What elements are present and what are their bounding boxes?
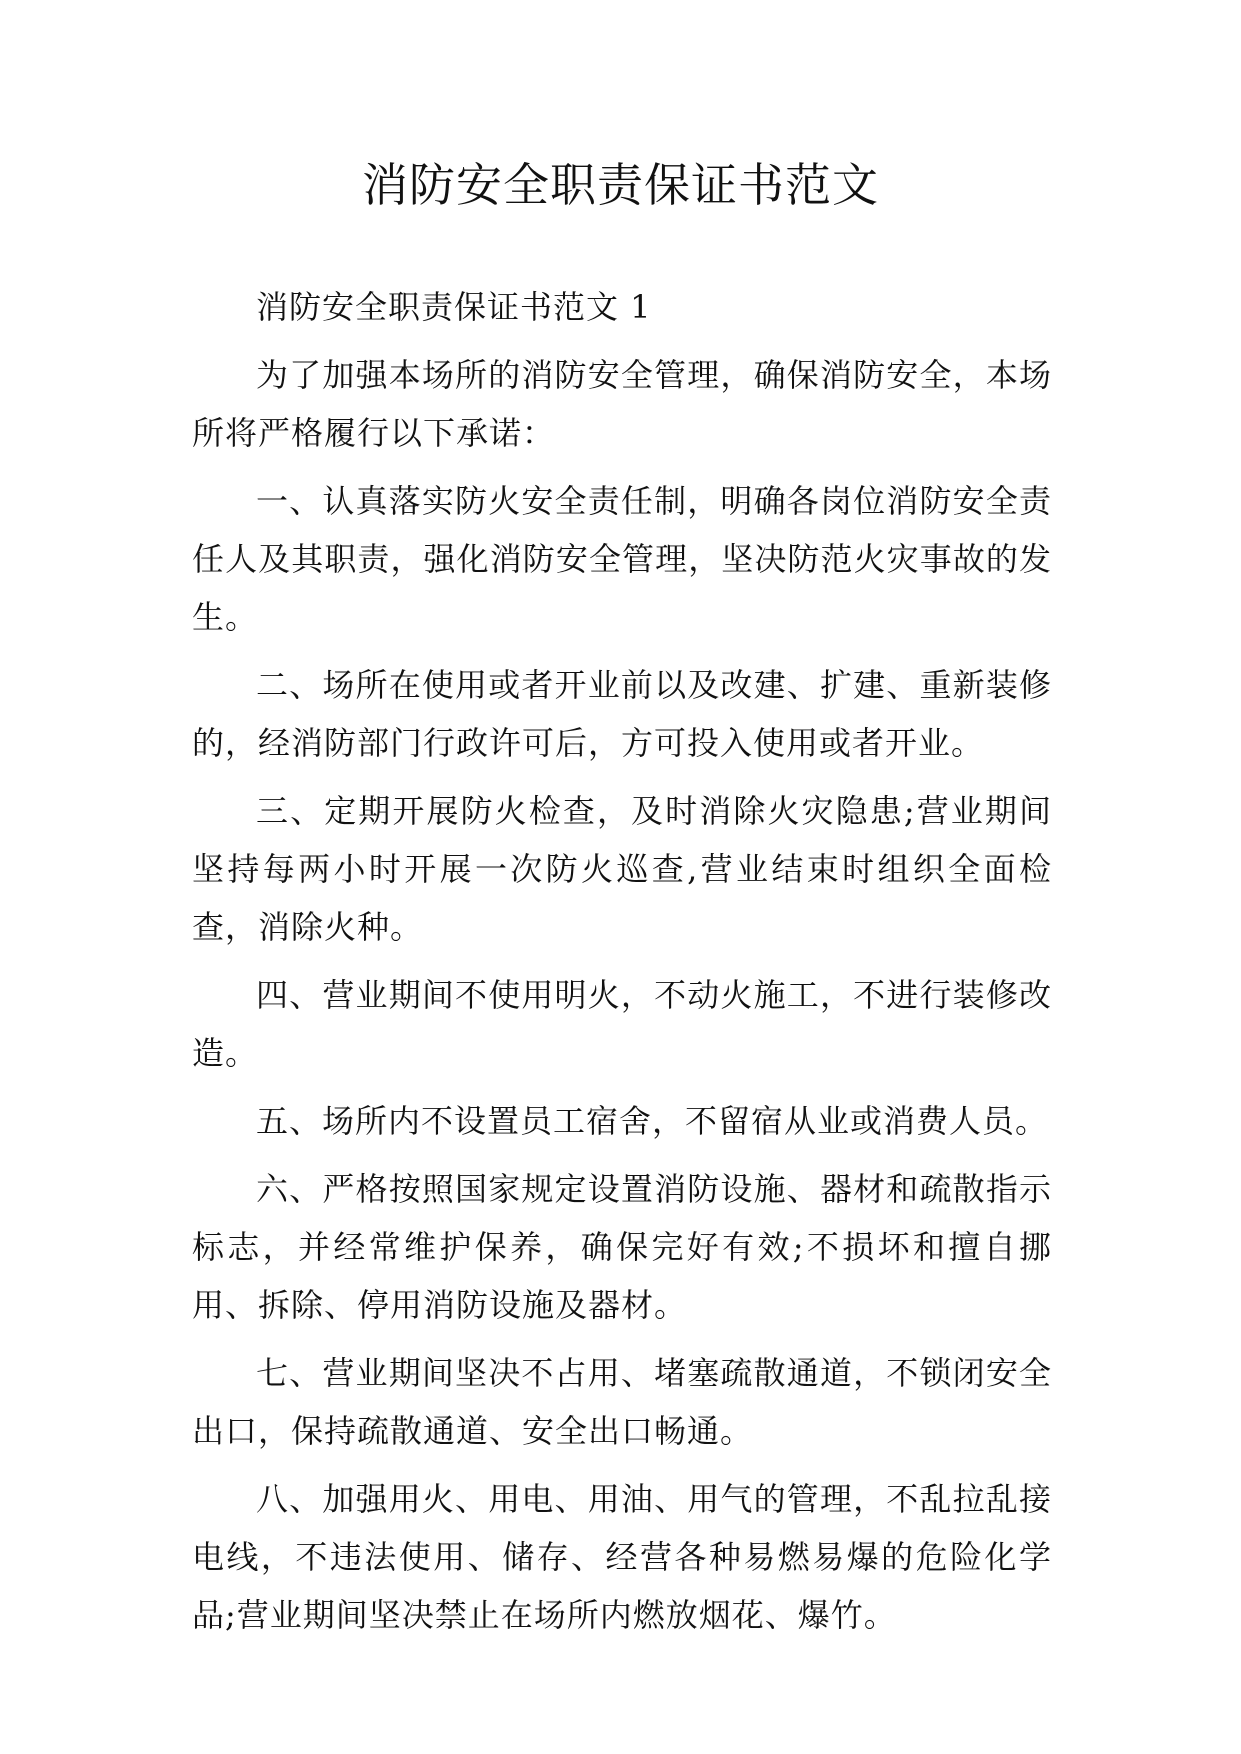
paragraph-item-1: 一、认真落实防火安全责任制，明确各岗位消防安全责任人及其职责，强化消防安全管理，坚决防范火灾事故的发生。 bbox=[192, 482, 1052, 636]
document-body bbox=[192, 278, 1052, 1654]
document-title: 消防安全职责保证书范文 bbox=[362, 158, 879, 212]
paragraph-item-2: 二、场所在使用或者开业前以及改建、扩建、重新装修的，经消防部门行政许可后，方可投入使用或者开业。 bbox=[192, 666, 1052, 762]
paragraph-item-7: 七、营业期间坚决不占用、堵塞疏散通道，不锁闭安全出口，保持疏散通道、安全出口畅通。 bbox=[192, 1354, 1052, 1450]
paragraph-item-5: 五、场所内不设置员工宿舍，不留宿从业或消费人员。 bbox=[256, 1102, 1049, 1140]
paragraph-item-8: 八、加强用火、用电、用油、用气的管理，不乱拉乱接电线，不违法使用、储存、经营各种易燃易爆的危险化学品;营业期间坚决禁止在场所内燃放烟花、爆竹。 bbox=[192, 1480, 1052, 1634]
paragraph-item-4: 四、营业期间不使用明火，不动火施工，不进行装修改造。 bbox=[192, 976, 1052, 1072]
paragraph-subtitle: 消防安全职责保证书范文 1 bbox=[256, 288, 652, 326]
paragraph-item-3: 三、定期开展防火检查，及时消除火灾隐患;营业期间坚持每两小时开展一次防火巡查,营业结束时组织全面检查，消除火种。 bbox=[192, 792, 1052, 946]
paragraph-item-6: 六、严格按照国家规定设置消防设施、器材和疏散指示标志，并经常维护保养，确保完好有效;不损坏和擅自挪用、拆除、停用消防设施及器材。 bbox=[192, 1170, 1052, 1324]
paragraph-intro: 为了加强本场所的消防安全管理，确保消防安全，本场所将严格履行以下承诺： bbox=[192, 356, 1052, 452]
